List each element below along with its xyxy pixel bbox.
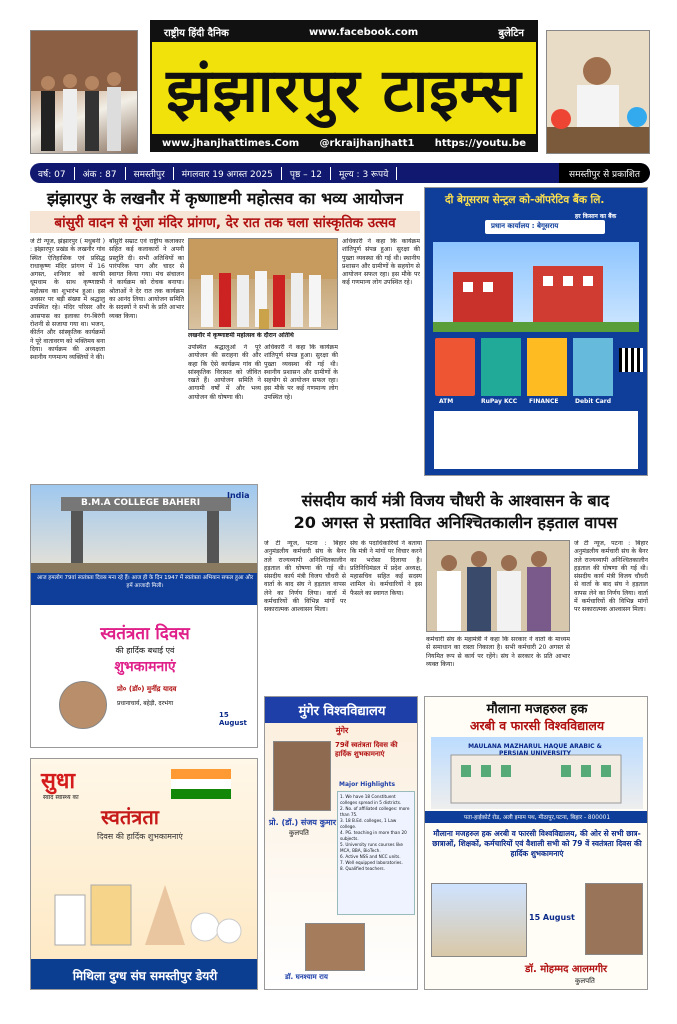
munger-registrar-photo <box>305 923 365 971</box>
story1-subhead: बांसुरी वादन से गूंजा मंदिर प्रांगण, देर रात तक चला सांस्कृतिक उत्सव <box>30 211 420 233</box>
story2-col2: संघ के पदाधिकारियों ने बताया कि मंत्री ने मांगों पर विचार करने का भरोसा दिलाया है। प्रतिनिधिमंडल में प्रदेश अध्यक्ष, महासचिव सहित कई सदस्य शामिल थे। कर्मचारियों ने इस फैसले का स्वागत किया। <box>350 540 422 597</box>
munger-registrar-name: डॉ. घनश्याम राय <box>285 973 328 981</box>
place-label: समस्तीपुर <box>126 167 174 180</box>
price-label: मूल्य : 3 रूपये <box>331 167 397 180</box>
munger-highlights <box>337 791 415 915</box>
story1-col5: अधिकारी ने कहा कि कार्यक्रम शांतिपूर्ण संपन्न हुआ। सुरक्षा की पुख्ता व्यवस्था की गई थी। स्थानीय प्रशासन और ग्रामीणों के सहयोग से आयोजन सफल रहा। इस मौके पर कई गणमान्य लोग उपस्थित रहे। <box>342 238 420 287</box>
story2-headline-line2: 20 अगस्त से प्रस्तावित अनिश्चितकालीन हड़ताल वापस <box>293 513 618 532</box>
munger-vc-role: कुलपति <box>289 829 309 837</box>
bank-qr-code <box>619 348 643 372</box>
masthead-bottom-bar <box>152 134 536 152</box>
pages-label: पृष्ठ – 12 <box>282 167 331 180</box>
college-greeting-1: स्वतंत्रता दिवस <box>100 624 190 644</box>
top-left-photo <box>30 30 138 154</box>
sudha-products <box>45 855 245 955</box>
sudha-greet-1: स्वतंत्रता <box>101 805 159 829</box>
masthead-tagline: राष्ट्रीय हिंदी दैनिक <box>164 28 229 39</box>
flag-icon <box>171 769 231 799</box>
maulana-campus-photo <box>431 883 527 957</box>
munger-point: 3. 18 B.Ed. colleges, 1 Law college. <box>340 818 397 829</box>
bank-title: दी बेगूसराय सेन्ट्रल को-ऑपरेटिव बैंक लि. <box>445 194 605 206</box>
munger-point: 8. Qualified teachers. <box>340 866 385 871</box>
twitter-handle[interactable]: @rkraijhanjhatt1 <box>319 137 415 149</box>
college-advertisement <box>30 484 258 748</box>
sudha-brand: सुधा <box>41 769 76 794</box>
munger-city: मुंगेर <box>335 726 349 735</box>
issue-info-bar <box>30 163 650 183</box>
bank-kcc-card <box>481 338 521 396</box>
issue-label: अंक : 87 <box>75 167 126 180</box>
bank-label-debit: Debit Card <box>575 398 612 405</box>
story2-col3: कर्मचारी संघ के महामंत्री ने कहा कि सरकार ने वार्ता के माध्यम से समाधान का रास्ता निकाला है। सभी कर्मचारी 20 अगस्त से नियमित रूप से कार्य पर रहेंगे। संघ ने सरकार के प्रति आभार व्यक्त किया। <box>426 636 570 668</box>
bank-debit-card <box>573 338 613 396</box>
bank-atm-card <box>435 338 475 396</box>
college-greeting-3: शुभकामनाएं <box>114 659 176 675</box>
bank-finance-card <box>527 338 567 396</box>
munger-point: 5. University runs courses like MCA, BBA, BioTech. <box>340 842 404 853</box>
sudha-tag: स्वाद स्वास्थ्य का <box>43 794 79 801</box>
date-label: मंगलवार 19 अगस्त 2025 <box>174 167 282 180</box>
college-gate-name: B.M.A COLLEGE BAHERI <box>81 498 201 508</box>
munger-point: 7. Well equipped laboratories. <box>340 860 403 865</box>
story2-col1: जे टी न्यूज, पटना : बिहार अनुमंडलीय कर्मचारी संघ के बैनर तले राज्यव्यापी अनिश्चितकालीन हड़ताल की घोषणा की गई थी। संसदीय कार्य मंत्री विजय चौधरी से वार्ता के बाद संघ ने हड़ताल वापस लेने का निर्णय लिया। वार्ता में कर्मचारियों की विभिन्न मांगों पर सकारात्मक आश्वासन मिला। <box>264 540 346 614</box>
story1-col3: उपस्थित श्रद्धालुओं ने पूरे आयोजन की सराहना की और कहा कि ऐसे कार्यक्रम गांव की सांस्कृतिक विरासत को जीवित रखते हैं। आयोजन समिति ने आगामी वर्षों में और भव्य आयोजन की घोषणा की। <box>188 344 261 401</box>
college-notice: आज हमलोग 79वां स्वतंत्रता दिवस मना रहे हैं। आज ही के दिन 1947 में स्वतंत्रता अभियान सफल हुआ और हमें आजादी मिली। <box>31 573 258 605</box>
bank-footer-box <box>433 410 639 470</box>
website-link[interactable]: www.jhanjhattimes.Com <box>162 137 300 149</box>
newspaper-title: झंझारपुर टाइम्स <box>166 56 522 126</box>
story1-col2: बाँसुरी सम्राट एवं राष्ट्रीय कलाकार सहित कई कलाकारों ने अपनी प्रस्तुति दी। सभी अतिथियों का पारंपरिक पाग और चादर से स्वागत किया गया। मंच संचालन ने कार्यक्रम को रोचक बनाया। श्रोताओं ने देर रात तक कार्यक्रम का आनंद लिया। आयोजन समिति के सदस्यों ने सभी के प्रति आभार व्यक्त किया। <box>109 238 184 320</box>
maulana-address: पता-हाईकोर्ट रोड, अली इमाम पथ, मीठापुर,पटना, बिहार - 800001 <box>425 811 648 823</box>
munger-vc-name: प्रो. (डॉ.) संजय कुमार <box>269 818 336 827</box>
munger-point: 1. We have 18 Constituent colleges spread in 5 districts. <box>340 794 402 805</box>
story2-headline-line1: संसदीय कार्य मंत्री विजय चौधरी के आश्वासन के बाद <box>301 491 610 510</box>
maulana-university-advertisement <box>424 696 648 990</box>
india-label: India <box>227 491 250 500</box>
bank-label-atm: ATM <box>439 398 454 405</box>
story2-headline <box>264 490 647 534</box>
maulana-signer-photo <box>585 883 643 955</box>
college-badge: 15 August <box>219 711 247 727</box>
story1-col4: अधिकारी ने कहा कि कार्यक्रम शांतिपूर्ण संपन्न हुआ। सुरक्षा की पुख्ता व्यवस्था की गई थी। स्थानीय प्रशासन और ग्रामीणों के सहयोग से आयोजन सफल रहा। इस मौके पर कई गणमान्य लोग उपस्थित रहे। <box>264 344 338 401</box>
masthead-top-bar <box>152 22 536 42</box>
story1-photo <box>188 238 338 330</box>
bank-advertisement <box>424 187 648 476</box>
sudha-advertisement <box>30 758 258 990</box>
college-greeting-2: की हार्दिक बधाई एवं <box>115 646 175 655</box>
story1-caption: लखनौर में कृष्णाष्टमी महोत्सव के दौरान अतिथि <box>188 332 294 339</box>
story2-photo <box>426 540 570 632</box>
youtube-link[interactable]: https://youtu.be <box>434 137 526 149</box>
college-sig-place: प्रधानाचार्य, बहेड़ी, दरभंगा <box>117 700 174 707</box>
college-principal-photo <box>59 681 107 729</box>
maulana-badge: 15 August <box>529 913 575 922</box>
munger-university-advertisement <box>264 696 418 990</box>
bank-label-kcc: RuPay KCC <box>481 398 518 405</box>
masthead <box>150 20 538 152</box>
munger-vc-photo <box>273 741 331 811</box>
sudha-footer: मिथिला दुग्ध संघ समस्तीपुर डेयरी <box>31 959 258 990</box>
top-right-photo <box>546 30 650 154</box>
bank-office: प्रधान कार्यालय : बेगूसराय <box>491 222 559 230</box>
bulletin-label: बुलेटिन <box>498 28 524 39</box>
maulana-body: मौलाना मजहरुल हक अरबी व फारसी विश्वविद्यालय, की ओर से सभी छात्र-छात्राओं, शिक्षकों, कर्मचारियों एवं वैशाली सभी को 79 वें स्वतंत्रता दिवस की हार्दिक शुभकामनाएं <box>432 829 642 858</box>
bank-building <box>433 242 639 332</box>
maulana-english-name: MAULANA MAZHARUL HAQUE ARABIC & PERSIAN UNIVERSITY <box>468 743 602 757</box>
facebook-link[interactable]: www.facebook.com <box>308 26 419 38</box>
story1-col1: जे टी न्यूज, झंझारपुर ( मधुबनी ) : झंझारपुर प्रखंड के लखनौर गांव स्थित ऐतिहासिक एवं प्रसिद्ध राधाकृष्ण मंदिर प्रांगण में 16 अगस्त, शनिवार को काफी धूमधाम के साथ कृष्णाष्टमी महोत्सव का शुभारंभ हुआ। इस अवसर पर बड़ी संख्या में श्रद्धालु उपस्थित रहे। मंदिर परिसर और आसपास का इलाका रंग-बिरंगी रोशनी से सजाया गया था। भजन, कीर्तन और सांस्कृतिक कार्यक्रमों ने पूरे वातावरण को भक्तिमय बना दिया। कार्यक्रम की अध्यक्षता स्थानीय गणमान्य व्यक्तियों ने की। <box>30 238 105 362</box>
story1-headline: झंझारपुर के लखनौर में कृष्णाष्टमी महोत्सव का भव्य आयोजन <box>46 189 404 208</box>
munger-point: 6. Active NSS and NCC units. <box>340 854 401 859</box>
year-label: वर्ष: 07 <box>30 167 75 180</box>
published-label: समस्तीपुर से प्रकाशित <box>559 163 650 183</box>
college-signature: प्रो० (डॉ०) मुनींद्र यादव <box>117 685 177 693</box>
maulana-title-1: मौलाना मजहरुल हक <box>486 702 588 717</box>
maulana-signer: डॉ. मोहम्मद आलमगीर <box>525 964 608 975</box>
munger-greeting: 79वें स्वतंत्रता दिवस की हार्दिक शुभकामनाएं <box>335 741 398 758</box>
story2-col4: जे टी न्यूज, पटना : बिहार अनुमंडलीय कर्मचारी संघ के बैनर तले राज्यव्यापी अनिश्चितकालीन हड़ताल की घोषणा की गई थी। संसदीय कार्य मंत्री विजय चौधरी से वार्ता के बाद संघ ने हड़ताल वापस लेने का निर्णय लिया। वार्ता में कर्मचारियों की विभिन्न मांगों पर सकारात्मक आश्वासन मिला। <box>574 540 648 614</box>
bank-label-finance: FINANCE <box>529 398 559 405</box>
maulana-signer-role: कुलपति <box>575 977 595 985</box>
maulana-title-2: अरबी व फारसी विश्वविद्यालय <box>469 718 605 733</box>
sudha-greet-2: दिवस की हार्दिक शुभकामनाएं <box>97 832 183 841</box>
munger-point: 4. PG. teaching in more than 20 subjects. <box>340 830 407 841</box>
munger-title: मुंगेर विश्वविद्यालय <box>265 697 418 723</box>
bank-subtitle: हर किसान का बैंक <box>575 213 617 220</box>
munger-highlights-title: Major Highlights <box>339 781 396 788</box>
munger-point: 2. No. of affiliated colleges: more than 75. <box>340 806 410 817</box>
